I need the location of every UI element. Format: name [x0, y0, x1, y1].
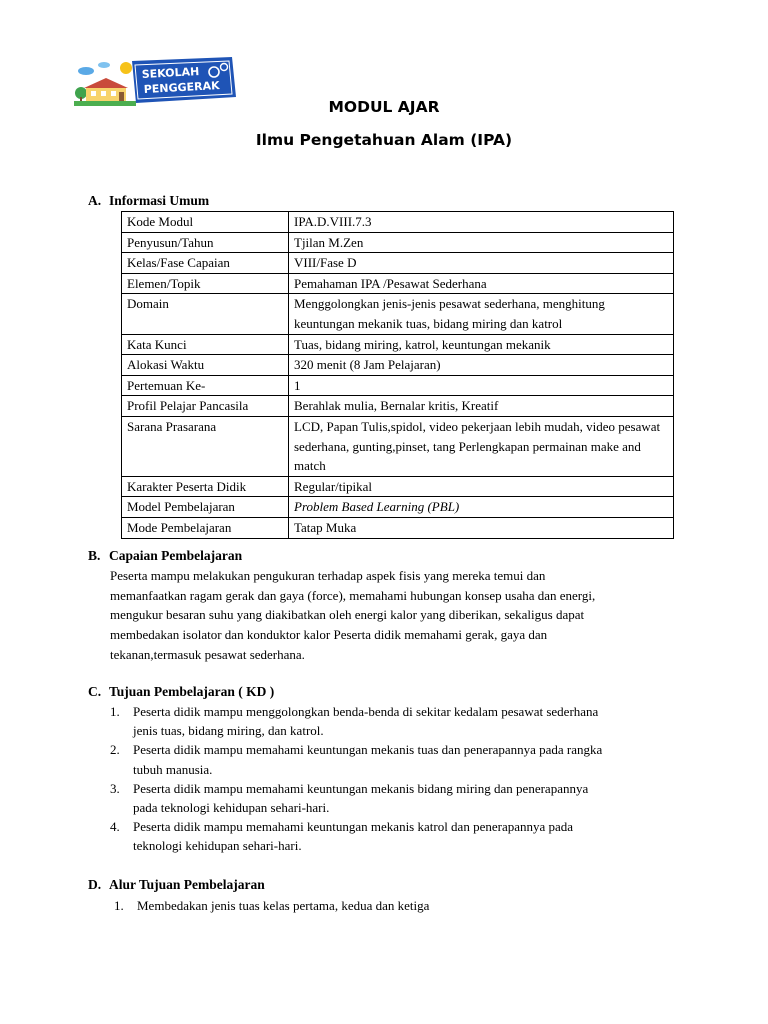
table-value: IPA.D.VIII.7.3 [289, 212, 674, 233]
table-key: Kelas/Fase Capaian [122, 253, 289, 274]
table-value: Pemahaman IPA /Pesawat Sederhana [289, 273, 674, 294]
paragraph-line: Peserta mampu melakukan pengukuran terhadap aspek fisis yang mereka temui dan [110, 568, 546, 583]
table-key: Sarana Prasarana [122, 416, 289, 476]
table-row [122, 273, 674, 294]
table-row [122, 396, 674, 417]
list-item: 1. Membedakan jenis tuas kelas pertama, kedua dan ketiga [114, 898, 430, 913]
document-title: MODUL AJAR [328, 98, 440, 116]
table-row [122, 517, 674, 538]
table-key: Penyusun/Tahun [122, 232, 289, 253]
table-row [122, 334, 674, 355]
table-key: Alokasi Waktu [122, 355, 289, 376]
section-c-heading: C. Tujuan Pembelajaran ( KD ) [88, 684, 275, 699]
section-c-list [110, 702, 695, 856]
section-b-heading: B. Capaian Pembelajaran [88, 548, 243, 563]
section-a-heading: A. Informasi Umum [88, 193, 210, 208]
list-item: 1. Peserta didik mampu menggolongkan benda-benda di sekitar kedalam pesawat sederhana jenis tuas, bidang miring, dan katrol. [110, 704, 599, 739]
table-row [122, 253, 674, 274]
document-subtitle: Ilmu Pengetahuan Alam (IPA) [255, 131, 513, 149]
table-row [122, 232, 674, 253]
table-value: 320 menit (8 Jam Pelajaran) [289, 355, 674, 376]
table-value: LCD, Papan Tulis,spidol, video pekerjaan lebih mudah, video pesawat sederhana, gunting,pinset, tang Perlengkapan permainan make and match [289, 416, 674, 476]
table-row [122, 476, 674, 497]
table-key: Mode Pembelajaran [122, 517, 289, 538]
table-key: Elemen/Topik [122, 273, 289, 294]
table-row [122, 416, 674, 476]
table-value: Berahlak mulia, Bernalar kritis, Kreatif [289, 396, 674, 417]
info-table [121, 211, 674, 539]
table-value: 1 [289, 375, 674, 396]
table-value: Tuas, bidang miring, katrol, keuntungan mekanik [289, 334, 674, 355]
list-item: 2. Peserta didik mampu memahami keuntungan mekanis tuas dan penerapannya pada rangka tubuh manusia. [110, 742, 603, 777]
logo-line1: SEKOLAH [141, 65, 200, 81]
section-d-list [114, 896, 699, 915]
table-key: Kata Kunci [122, 334, 289, 355]
table-row [122, 212, 674, 233]
table-key: Model Pembelajaran [122, 497, 289, 518]
list-item: 3. Peserta didik mampu memahami keuntungan mekanis bidang miring dan penerapannya pada teknologi kehidupan sehari-hari. [110, 780, 589, 816]
table-key: Kode Modul [122, 212, 289, 233]
table-value: VIII/Fase D [289, 253, 674, 274]
table-value: Tatap Muka [289, 517, 674, 538]
paragraph-line: tekanan,termasuk pesawat sederhana. [110, 646, 305, 662]
list-item: 4. Peserta didik mampu memahami keuntungan mekanis katrol dan penerapannya pada teknologi kehidupan sehari-hari. [110, 819, 574, 854]
table-row [122, 497, 674, 518]
table-row [122, 375, 674, 396]
section-d-heading: D. Alur Tujuan Pembelajaran [88, 877, 265, 892]
paragraph-line: mengukur besaran suhu yang diakibatkan oleh energi kalor yang diberikan, sekaligus dapat [110, 607, 585, 623]
table-value: Regular/tipikal [289, 476, 674, 497]
logo-line2: PENGGERAK [143, 79, 220, 96]
section-b-paragraph [110, 566, 690, 665]
table-key: Karakter Peserta Didik [122, 476, 289, 497]
table-row [122, 355, 674, 376]
table-value: Menggolongkan jenis-jenis pesawat sederhana, menghitung keuntungan mekanik tuas, bidang miring dan katrol [289, 294, 674, 334]
paragraph-line: memanfaatkan ragam gerak dan gaya (force), memahami hubungan konsep usaha dan energi, [110, 587, 596, 603]
paragraph-line: membedakan isolator dan konduktor kalor Peserta didik memahami gerak, gaya dan [110, 627, 548, 643]
table-key: Pertemuan Ke- [122, 375, 289, 396]
table-key: Domain [122, 294, 289, 334]
table-value: Tjilan M.Zen [289, 232, 674, 253]
table-key: Profil Pelajar Pancasila [122, 396, 289, 417]
table-row [122, 294, 674, 334]
table-value: Problem Based Learning (PBL) [289, 497, 674, 518]
